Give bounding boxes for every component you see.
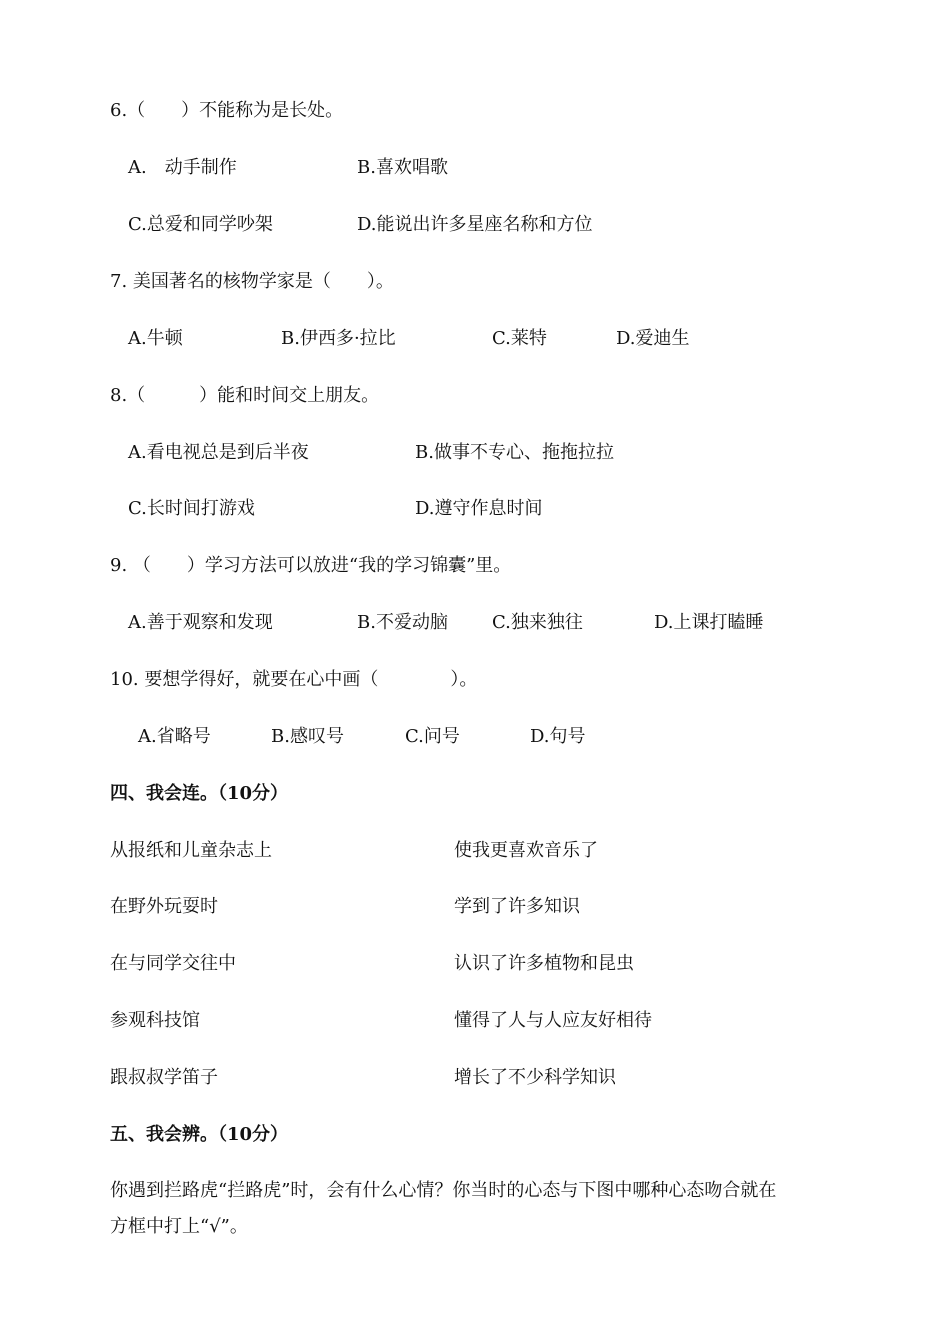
match-left-item: 跟叔叔学笛子 (110, 1067, 218, 1088)
section-5-paragraph-line-1: 你遇到拦路虎“拦路虎”时，会有什么心情？你当时的心态与下图中哪种心态吻合就在 (110, 1180, 777, 1201)
question-10-stem: 10. 要想学得好，就要在心中画（ ）。 (110, 669, 478, 690)
question-6-option-c: C.总爱和同学吵架 (128, 214, 273, 235)
question-9-option-c: C.独来独往 (492, 612, 583, 633)
question-8-option-d: D.遵守作息时间 (415, 498, 543, 519)
match-left-item: 参观科技馆 (110, 1010, 200, 1031)
match-right-item: 认识了许多植物和昆虫 (454, 953, 634, 974)
question-10-option-a: A.省略号 (138, 726, 211, 747)
question-7-option-c: C.莱特 (492, 328, 547, 349)
question-10-option-c: C.问号 (405, 726, 460, 747)
section-4-heading: 四、我会连。（10分） (110, 783, 289, 804)
match-left-item: 从报纸和儿童杂志上 (110, 840, 272, 861)
question-7-stem: 7. 美国著名的核物学家是（ ）。 (110, 271, 394, 292)
match-right-item: 使我更喜欢音乐了 (454, 840, 598, 861)
match-right-item: 增长了不少科学知识 (454, 1067, 616, 1088)
question-9-option-a: A.善于观察和发现 (128, 612, 273, 633)
match-left-item: 在与同学交往中 (110, 953, 236, 974)
question-9-stem: 9. （ ）学习方法可以放进“我的学习锦囊”里。 (110, 555, 512, 576)
section-5-heading: 五、我会辨。（10分） (110, 1124, 289, 1145)
question-9-option-d: D.上课打瞌睡 (654, 612, 764, 633)
question-6-stem: 6.（ ）不能称为是长处。 (110, 100, 344, 121)
question-9-option-b: B.不爱动脑 (357, 612, 448, 633)
question-10-option-b: B.感叹号 (271, 726, 344, 747)
question-8-option-c: C.长时间打游戏 (128, 498, 255, 519)
match-right-item: 学到了许多知识 (454, 896, 580, 917)
question-6-option-b: B.喜欢唱歌 (357, 157, 448, 178)
question-10-option-d: D.句号 (530, 726, 586, 747)
question-7-option-d: D.爱迪生 (616, 328, 690, 349)
question-8-stem: 8.（ ）能和时间交上朋友。 (110, 385, 380, 406)
match-right-item: 懂得了人与人应友好相待 (454, 1010, 652, 1031)
question-6-option-a: A. 动手制作 (128, 157, 237, 178)
question-6-option-d: D.能说出许多星座名称和方位 (357, 214, 593, 235)
question-7-option-b: B.伊西多·拉比 (281, 328, 396, 349)
question-7-option-a: A.牛顿 (128, 328, 183, 349)
match-left-item: 在野外玩耍时 (110, 896, 218, 917)
question-8-option-a: A.看电视总是到后半夜 (128, 442, 309, 463)
section-5-paragraph-line-2: 方框中打上“√”。 (110, 1216, 248, 1237)
question-8-option-b: B.做事不专心、拖拖拉拉 (415, 442, 614, 463)
